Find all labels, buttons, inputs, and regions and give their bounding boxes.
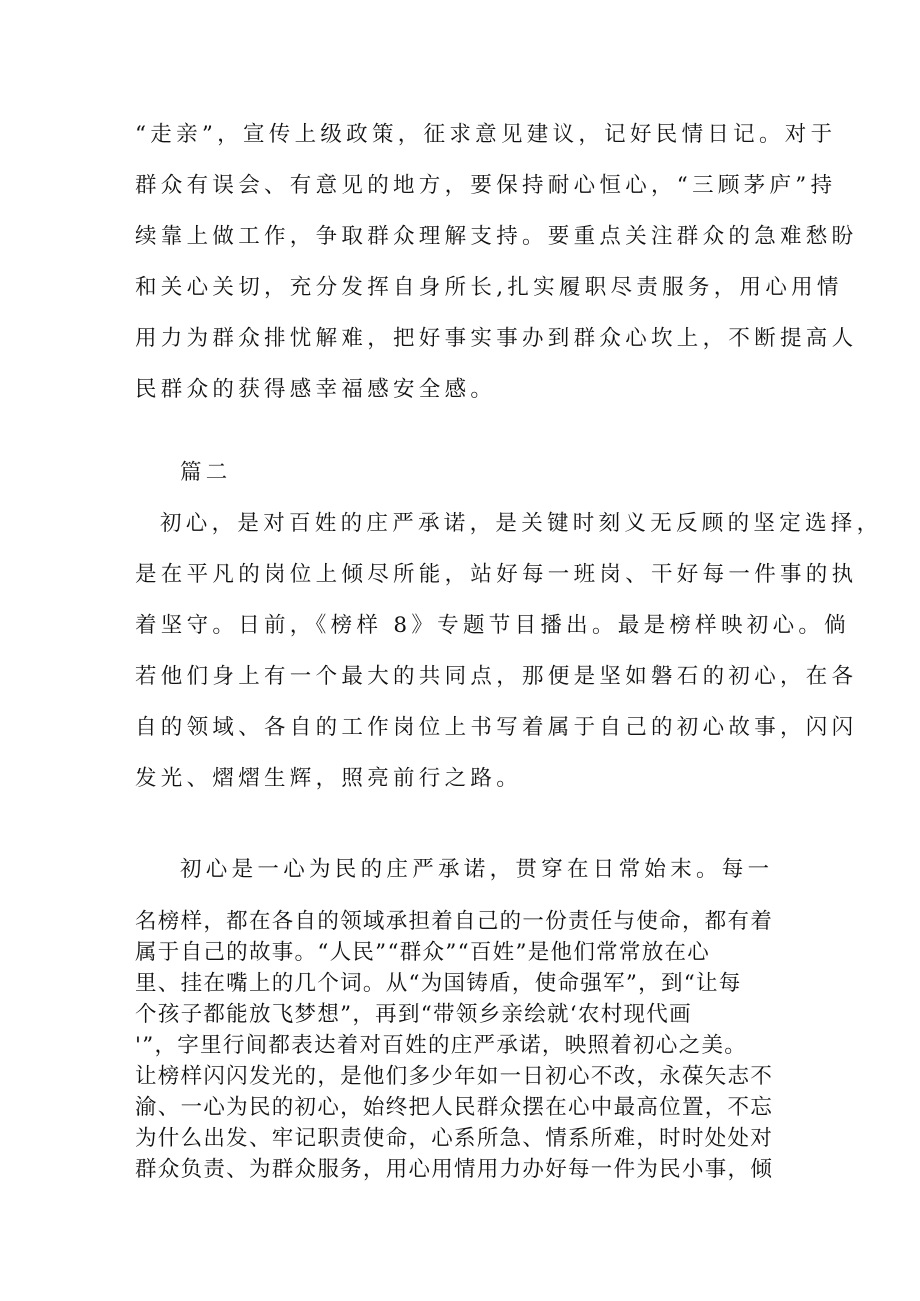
paragraph-line: 群众有误会、有意见的地方，要保持耐心恒心，“三顾茅庐”持 (135, 173, 837, 198)
paragraph-line: 和关心关切，充分发挥自身所长,扎实履职尽责服务，用心用情 (135, 275, 843, 300)
paragraph-line: 续靠上做工作，争取群众理解支持。要重点关注群众的急难愁盼 (135, 224, 858, 249)
paragraph-line: 用力为群众排忧解难，把好事实事办到群众心坎上，不断提高人 (135, 326, 858, 351)
paragraph-line: 属于自己的故事。“人民”“群众”“百姓”是他们常常放在心 (135, 940, 711, 965)
paragraph-line: 个孩子都能放飞梦想”，再到“带领乡亲绘就‘农村现代画 (135, 1002, 692, 1027)
paragraph-line: 民群众的获得感幸福感安全感。 (135, 377, 497, 402)
paragraph-line: 名榜样，都在各自的领域承担着自己的一份责任与使命，都有着 (135, 909, 774, 934)
paragraph-line: 着坚守。日前，《榜样 8》专题节目播出。最是榜样映初心。倘 (135, 613, 850, 638)
section-heading: 篇二 (180, 460, 232, 485)
paragraph-line: “走亲”，宣传上级政策，征求意见建议，记好民情日记。对于 (135, 122, 837, 147)
paragraph-line: 里、挂在嘴上的几个词。从“为国铸盾，使命强军”，到“让每 (135, 971, 742, 996)
paragraph-line: 为什么出发、牢记职责使命，心系所急、情系所难，时时处处对 (135, 1126, 774, 1151)
paragraph-line: 初心，是对百姓的庄严承诺，是关键时刻义无反顾的坚定选择， (160, 511, 883, 536)
paragraph-line: 自的领域、各自的工作岗位上书写着属于自己的初心故事，闪闪 (135, 715, 858, 740)
paragraph-line: '”，字里行间都表达着对百姓的庄严承诺，映照着初心之美。 (135, 1033, 748, 1058)
paragraph-line: 群众负责、为群众服务，用心用情用力办好每一件为民小事，倾 (135, 1157, 774, 1182)
paragraph-line: 让榜样闪闪发光的，是他们多少年如一日初心不改，永葆矢志不 (135, 1064, 774, 1089)
paragraph-line: 渝、一心为民的初心，始终把人民群众摆在心中最高位置，不忘 (135, 1095, 774, 1120)
paragraph-line: 若他们身上有一个最大的共同点，那便是坚如磐石的初心，在各 (135, 664, 858, 689)
paragraph-line: 发光、熠熠生辉，照亮前行之路。 (135, 766, 523, 791)
paragraph-line: 初心是一心为民的庄严承诺，贯穿在日常始末。每一 (180, 857, 774, 882)
paragraph-line: 是在平凡的岗位上倾尽所能，站好每一班岗、干好每一件事的执 (135, 562, 858, 587)
